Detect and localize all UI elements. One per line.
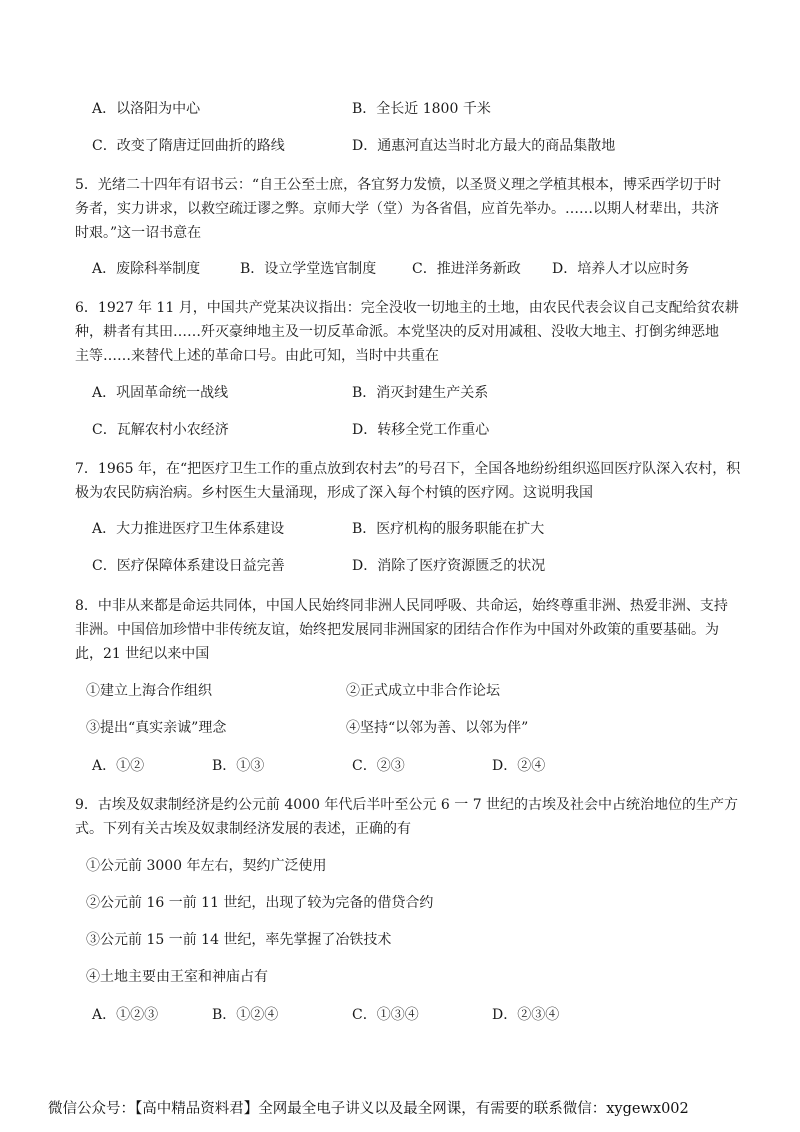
q9-item-4: ④土地主要由王室和神庙占有 bbox=[86, 969, 268, 985]
q8-option-c: C．②③ bbox=[352, 758, 405, 774]
q5-stem-line-1: 5．光绪二十四年有诏书云：“自王公至士庶，各宜努力发愤，以圣贤义理之学植其根本，博采西学切于时 bbox=[75, 177, 722, 193]
q9-item-2: ②公元前 16 一前 11 世纪，出现了较为完备的借贷合约 bbox=[86, 895, 434, 911]
q8-stem-line-2: 非洲。中国倍加珍惜中非传统友谊，始终把发展同非洲国家的团结合作作为中国对外政策的重要基础。为 bbox=[75, 622, 719, 638]
q8-stem-line-1: 8．中非从来都是命运共同体，中国人民始终同非洲人民同呼吸、共命运，始终尊重非洲、热爱非洲、支持 bbox=[75, 598, 728, 614]
q4-option-a: A．以洛阳为中心 bbox=[92, 101, 201, 117]
q7-option-b: B．医疗机构的服务职能在扩大 bbox=[352, 521, 545, 537]
q4-option-c: C．改变了隋唐迂回曲折的路线 bbox=[92, 138, 285, 154]
q8-option-a: A．①② bbox=[92, 758, 145, 774]
q9-option-a: A．①②③ bbox=[92, 1007, 159, 1023]
q6-stem-line-3: 主等……来替代上述的革命口号。由此可知，当时中共重在 bbox=[75, 348, 439, 364]
q9-option-b: B．①②④ bbox=[212, 1007, 279, 1023]
q5-option-d: D．培养人才以应时务 bbox=[552, 261, 690, 277]
q9-item-1: ①公元前 3000 年左右，契约广泛使用 bbox=[86, 858, 327, 874]
footer-promo-text: 微信公众号：【高中精品资料君】全网最全电子讲义以及最全网课，有需要的联系微信：xygewx002 bbox=[48, 1101, 689, 1117]
q7-option-d: D．消除了医疗资源匮乏的状况 bbox=[352, 558, 546, 574]
q5-option-c: C．推进洋务新政 bbox=[412, 261, 521, 277]
q5-option-b: B．设立学堂选官制度 bbox=[240, 261, 377, 277]
q7-option-c: C．医疗保障体系建设日益完善 bbox=[92, 558, 285, 574]
q7-stem-line-2: 极为农民防病治病。乡村医生大量涌现，形成了深入每个村镇的医疗网。这说明我国 bbox=[75, 485, 593, 501]
q9-stem-line-2: 式。下列有关古埃及奴隶制经济发展的表述，正确的有 bbox=[75, 821, 411, 837]
q8-item-2: ②正式成立中非合作论坛 bbox=[346, 683, 500, 699]
q7-option-a: A．大力推进医疗卫生体系建设 bbox=[92, 521, 285, 537]
q8-item-3: ③提出“真实亲诚”理念 bbox=[86, 720, 227, 736]
q4-option-b: B．全长近 1800 千米 bbox=[352, 101, 491, 117]
q8-item-1: ①建立上海合作组织 bbox=[86, 683, 212, 699]
q6-option-b: B．消灭封建生产关系 bbox=[352, 385, 489, 401]
q8-option-d: D．②④ bbox=[492, 758, 546, 774]
q9-option-c: C．①③④ bbox=[352, 1007, 419, 1023]
q6-option-d: D．转移全党工作重心 bbox=[352, 422, 490, 438]
q4-option-d: D．通惠河直达当时北方最大的商品集散地 bbox=[352, 138, 616, 154]
q6-option-a: A．巩固革命统一战线 bbox=[92, 385, 229, 401]
q8-stem-line-3: 此，21 世纪以来中国 bbox=[75, 646, 210, 662]
q5-stem-line-2: 务者，实力讲求，以救空疏迂谬之弊。京师大学（堂）为各省倡，应首先举办。……以期人材辈出，共济 bbox=[75, 201, 719, 217]
q5-stem-line-3: 时艰。”这一诏书意在 bbox=[75, 225, 202, 241]
q8-item-4: ④坚持“以邻为善、以邻为伴” bbox=[346, 720, 529, 736]
q9-option-d: D．②③④ bbox=[492, 1007, 560, 1023]
q9-stem-line-1: 9．古埃及奴隶制经济是约公元前 4000 年代后半叶至公元 6 一 7 世纪的古埃及社会中占统治地位的生产方 bbox=[75, 797, 739, 813]
q6-stem-line-2: 种，耕者有其田……歼灭豪绅地主及一切反革命派。本党坚决的反对用减租、没收大地主、打倒劣绅恶地 bbox=[75, 324, 719, 340]
q8-option-b: B．①③ bbox=[212, 758, 265, 774]
q5-option-a: A．废除科举制度 bbox=[92, 261, 201, 277]
q7-stem-line-1: 7．1965 年，在“把医疗卫生工作的重点放到农村去”的号召下，全国各地纷纷组织巡回医疗队深入农村，积 bbox=[75, 461, 741, 477]
q9-item-3: ③公元前 15 一前 14 世纪，率先掌握了冶铁技术 bbox=[86, 932, 392, 948]
q6-option-c: C．瓦解农村小农经济 bbox=[92, 422, 229, 438]
q6-stem-line-1: 6．1927 年 11 月，中国共产党某决议指出：完全没收一切地主的土地，由农民代表会议自己支配给贫农耕 bbox=[75, 300, 739, 316]
